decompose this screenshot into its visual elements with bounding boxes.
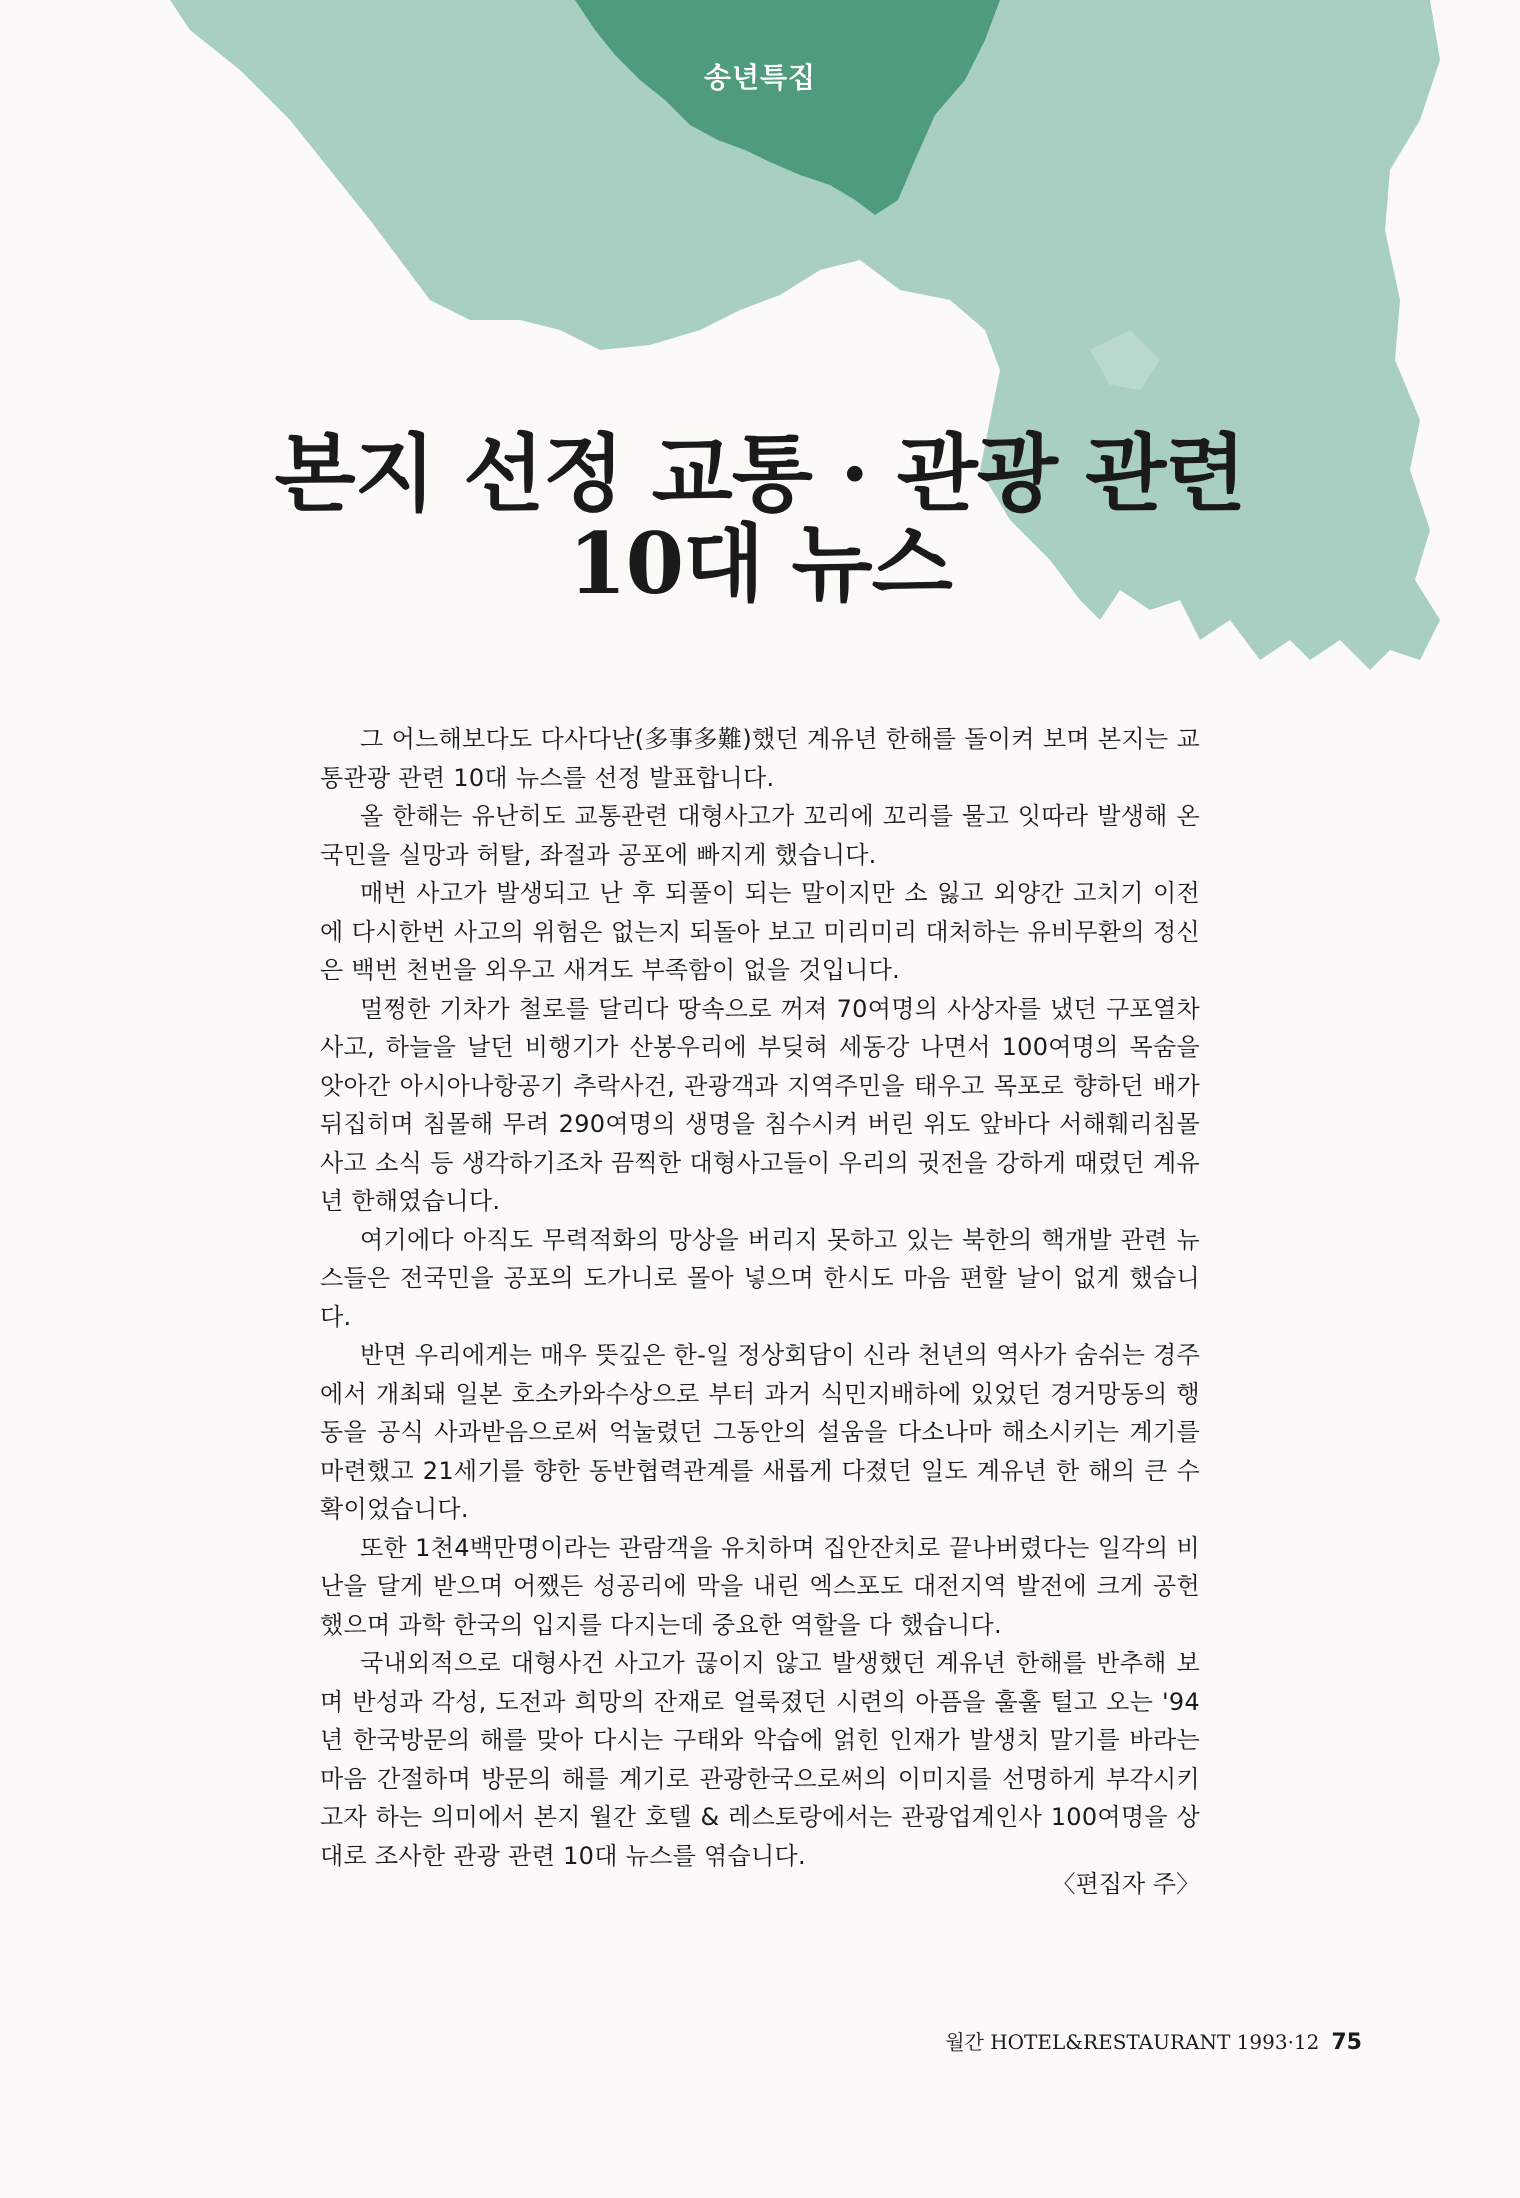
- paragraph: 또한 1천4백만명이라는 관람객을 유치하며 집안잔치로 끝나버렸다는 일각의 비난을 달게 받으며 어쨌든 성공리에 막을 내린 엑스포도 대전지역 발전에 크게 공헌했으며 과학 한국의 입지를 다지는데 중요한 역할을 다 했습니다.: [320, 1533, 1200, 1639]
- paragraph: 멀쩡한 기차가 철로를 달리다 땅속으로 꺼져 70여명의 사상자를 냈던 구포열차사고, 하늘을 날던 비행기가 산봉우리에 부딪혀 세동강 나면서 100여명의 목숨을 앗아간 아시아나항공기 추락사건, 관광객과 지역주민을 태우고 목포로 향하던 배가 뒤집히며 침몰해 무려 290여명의 생명을 침수시켜 버린 위도 앞바다 서해훼리침몰사고 소식 등 생각하기조차 끔찍한 대형사고들이 우리의 귓전을 강하게 때렸던 계유년 한해였습니다.: [320, 994, 1200, 1215]
- page-footer: [900, 2026, 1362, 2055]
- paragraph: 여기에다 아직도 무력적화의 망상을 버리지 못하고 있는 북한의 핵개발 관련 뉴스들은 전국민을 공포의 도가니로 몰아 넣으며 한시도 마음 편할 날이 없게 했습니다.: [320, 1225, 1200, 1331]
- article-body: [320, 720, 1200, 1875]
- page-number: 75: [1331, 2030, 1362, 2055]
- paragraph: 올 한해는 유난히도 교통관련 대형사고가 꼬리에 꼬리를 물고 잇따라 발생해 온 국민을 실망과 허탈, 좌절과 공포에 빠지게 했습니다.: [320, 802, 1200, 869]
- paragraph: 반면 우리에게는 매우 뜻깊은 한-일 정상회담이 신라 천년의 역사가 숨쉬는 경주에서 개최돼 일본 호소카와수상으로 부터 과거 식민지배하에 있었던 경거망동의 행동을 공식 사과받음으로써 억눌렸던 그동안의 설움을 다소나마 해소시키는 계기를 마련했고 21세기를 향한 동반협력관계를 새롭게 다졌던 일도 계유년 한 해의 큰 수확이었습니다.: [320, 1341, 1201, 1523]
- article-title-line1: 본지 선정 교통 · 관광 관련: [274, 424, 1246, 523]
- magazine-name: 월간 HOTEL&RESTAURANT 1993·12: [945, 2030, 1320, 2054]
- editor-note: 〈편집자 주〉: [1051, 1870, 1200, 1898]
- section-tag: 송년특집: [703, 61, 817, 94]
- article-title-line2: 10대 뉴스: [568, 514, 952, 613]
- paragraph: 매번 사고가 발생되고 난 후 되풀이 되는 말이지만 소 잃고 외양간 고치기 이전에 다시한번 사고의 위험은 없는지 되돌아 보고 미리미리 대처하는 유비무환의 정신은 백번 천번을 외우고 새겨도 부족함이 없을 것입니다.: [320, 879, 1200, 984]
- paragraph: 그 어느해보다도 다사다난(多事多難)했던 계유년 한해를 돌이켜 보며 본지는 교통관광 관련 10대 뉴스를 선정 발표합니다.: [320, 725, 1200, 792]
- paragraph: 국내외적으로 대형사건 사고가 끊이지 않고 발생했던 계유년 한해를 반추해 보며 반성과 각성, 도전과 희망의 잔재로 얼룩졌던 시련의 아픔을 훌훌 털고 오는 '94년 한국방문의 해를 맞아 다시는 구태와 악습에 얽힌 인재가 발생치 말기를 바라는 마음 간절하며 방문의 해를 계기로 관광한국으로써의 이미지를 선명하게 부각시키고자 하는 의미에서 본지 월간 호텔 & 레스토랑에서는 관광업계인사 100여명을 상대로 조사한 관광 관련 10대 뉴스를 엮습니다.: [320, 1649, 1200, 1870]
